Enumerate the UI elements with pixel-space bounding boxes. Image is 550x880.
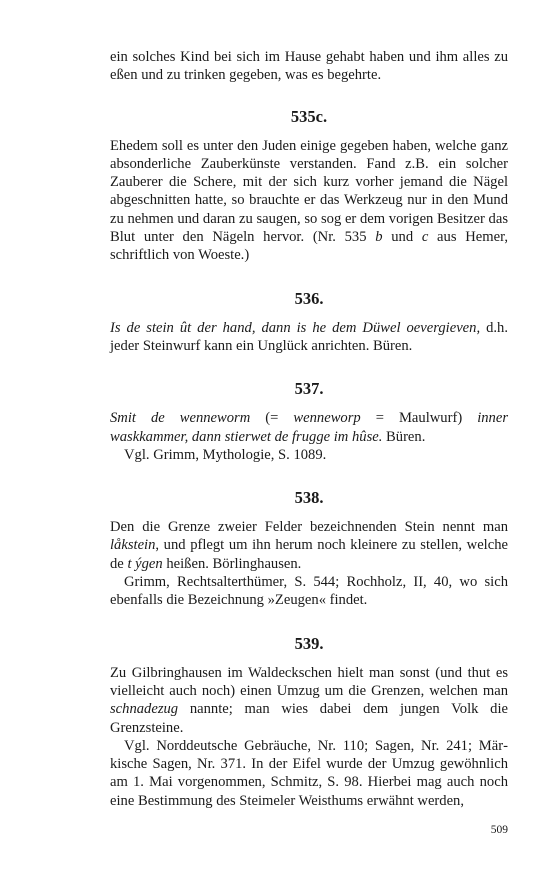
italic-text: wenneworp bbox=[293, 410, 361, 427]
heading-538: 538. bbox=[294, 488, 324, 508]
text-run: nannte; man wies dabei dem jungen Volk die Grenzsteine. bbox=[110, 701, 508, 736]
text-run: , und pflegt um ihn herum noch kleinere zu stellen, welche de bbox=[110, 537, 508, 572]
italic-text: b bbox=[375, 229, 383, 246]
note-539 bbox=[110, 737, 508, 810]
text-run: ein solches Kind bei sich im Hause gehabt haben und ihm alles zu eßen und zu trinken gegeben, was es begehrte. bbox=[110, 49, 508, 84]
heading-539: 539. bbox=[294, 633, 324, 653]
paragraph-535c bbox=[110, 137, 508, 265]
text-run: Vgl. Norddeutsche Gebräuche, Nr. 110; Sagen, Nr. 241; Märkische Sagen, Nr. 371. In der Eifel wurde der Umzug gewöhnlich am 1. Mai vorgenommen, Schmitz, S. 98. Hierbei mag auch noch eine Bestimmung des Steimeler Weisthums erwähnt werden, bbox=[110, 737, 508, 809]
paragraph-539 bbox=[110, 664, 508, 737]
intro-paragraph bbox=[110, 48, 508, 85]
heading-537: 537. bbox=[294, 379, 324, 399]
page-number: 509 bbox=[490, 824, 508, 836]
italic-text: Smit de wenneworm bbox=[110, 410, 251, 427]
note-538 bbox=[110, 573, 508, 610]
page-body bbox=[110, 48, 508, 810]
heading-536: 536. bbox=[294, 288, 324, 308]
paragraph-536 bbox=[110, 319, 508, 356]
text-run: d.h. jeder Steinwurf kann ein Unglück anrichten. Büren. bbox=[110, 319, 508, 354]
text-run: = Maulwurf) bbox=[360, 410, 478, 427]
text-run: heißen. Börlinghausen. bbox=[162, 555, 302, 572]
italic-text: låkstein bbox=[110, 537, 156, 554]
text-run: Ehedem soll es unter den Juden einige gegeben haben, welche ganz absonderliche Zauberkünste verstanden. Fand z.B. ein solcher Zauberer die Schere, mit der sich kurz vorher jemand die Nägel abgeschnitten hatte, so brauchte er das Werkzeug nur in den Mund zu nehmen und daran zu saugen, so sog er dem vorigen Besitzer das Blut unter den Nägeln hervor. (Nr. 535 bbox=[110, 137, 508, 246]
italic-text: c bbox=[421, 229, 429, 246]
italic-text: inner waskkammer, dann stierwet de frugge im hûse. bbox=[110, 410, 508, 445]
note-537 bbox=[110, 446, 508, 464]
paragraph-537 bbox=[110, 409, 508, 446]
text-run: Büren. bbox=[382, 428, 426, 445]
text-run: Grimm, Rechtsalterthümer, S. 544; Rochholz, II, 40, wo sich ebenfalls die Bezeichnung »Zeugen« findet. bbox=[110, 574, 508, 609]
text-run: aus Hemer, schriftlich von Woeste.) bbox=[110, 229, 508, 264]
text-run: und bbox=[382, 229, 422, 246]
text-run: Vgl. Grimm, Mythologie, S. 1089. bbox=[124, 446, 327, 463]
text-run: Den die Grenze zweier Felder bezeichnenden Stein nennt man bbox=[110, 519, 508, 536]
text-run: (= bbox=[250, 410, 294, 427]
text-run: Zu Gilbringhausen im Waldeckschen hielt man sonst (und thut es vielleicht auch noch) einen Umzug um die Grenzen, welchen man bbox=[110, 664, 508, 699]
heading-535c: 535c. bbox=[290, 106, 328, 126]
paragraph-538 bbox=[110, 518, 508, 573]
italic-text: t ýgen bbox=[127, 555, 163, 572]
italic-text: Is de stein ût der hand, dann is he dem Düwel oevergieven, bbox=[110, 319, 481, 336]
italic-text: schnadezug bbox=[110, 701, 179, 718]
